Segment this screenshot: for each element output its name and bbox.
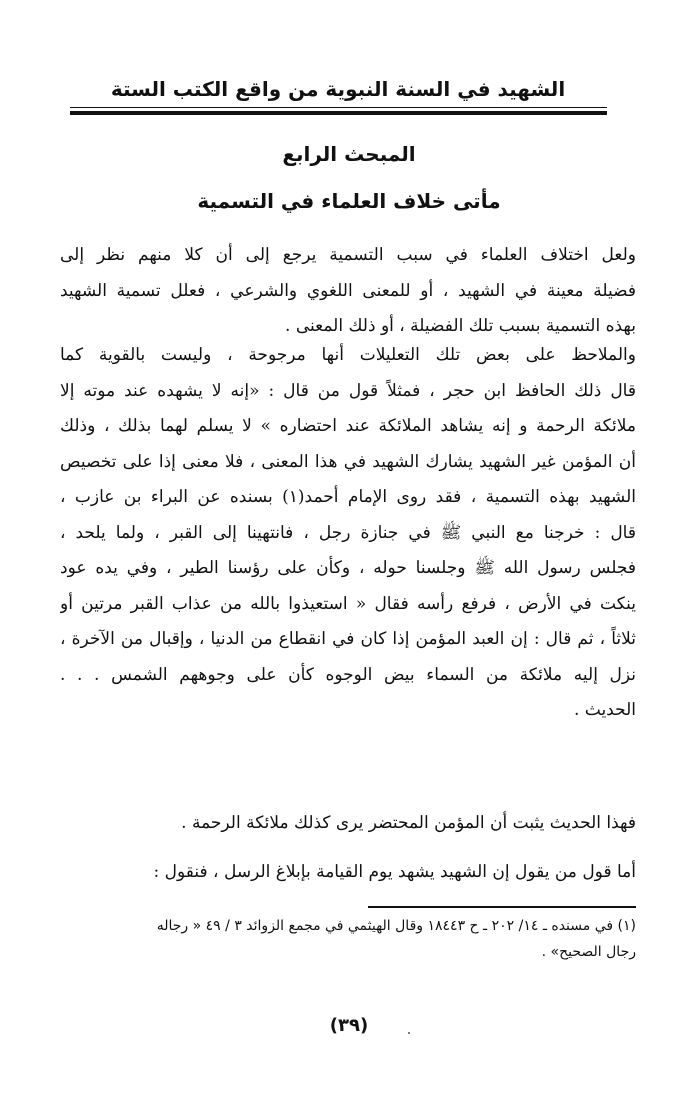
text-line: نزل إليه ملائكة من السماء بيض الوجوه كأن على وجوههم الشمس . . .: [60, 664, 636, 685]
header-rule-thick: [70, 111, 607, 115]
page-number: (٣٩): [329, 1015, 369, 1036]
ink-speck: [408, 1032, 410, 1034]
text-line: فضيلة معينة في الشهيد ، أو للمعنى اللغوي والشرعي ، فعلل تسمية الشهيد: [60, 280, 636, 301]
text-line: فهذا الحديث يثبت أن المؤمن المحتضر يرى كذلك ملائكة الرحمة .: [181, 813, 636, 833]
paragraph-4: [60, 855, 636, 891]
paragraph-1: [60, 238, 636, 345]
section-subtitle: مأتى خلاف العلماء في التسمية: [197, 189, 501, 213]
header-rule-thin: [70, 107, 607, 108]
paragraph-2: [60, 338, 636, 729]
footnote: [60, 913, 636, 965]
footnote-rule: [368, 906, 636, 908]
text-line: أما قول من يقول إن الشهيد يشهد يوم القيامة بإبلاغ الرسل ، فنقول :: [153, 862, 636, 882]
section-title: المبحث الرابع: [282, 142, 416, 166]
paragraph-3: [60, 806, 636, 842]
text-line: فجلس رسول الله ﷺ وجلسنا حوله ، وكأن على رؤسنا الطير ، وفي يده عود: [60, 558, 636, 578]
text-line: قال ذلك الحافظ ابن حجر ، فمثلاً قول من قال : «إنه لا يشهده عند موته إلا: [60, 380, 636, 401]
running-header: الشهيد في السنة النبوية من واقع الكتب الستة: [110, 77, 566, 101]
text-line: ملائكة الرحمة و إنه يشاهد الملائكة عند احتضاره » لا يسلم لهما بذلك ، وذلك: [60, 416, 636, 436]
text-line: الحديث .: [573, 700, 636, 720]
text-line: أن المؤمن غير الشهيد يشارك الشهيد في هذا المعنى ، فلا معنى إذا على تخصيص: [60, 451, 636, 472]
text-line: الشهيد بهذه التسمية ، فقد روى الإمام أحمد(١) بسنده عن البراء بن عازب ،: [60, 487, 636, 507]
text-line: ثلاثاً ، ثم قال : إن العبد المؤمن إذا كان في انقطاع من الدنيا ، وإقبال من الآخرة ،: [60, 629, 636, 649]
text-line: بهذه التسمية بسبب تلك الفضيلة ، أو ذلك المعنى .: [285, 316, 636, 336]
footnote-line: رجال الصحيح» .: [541, 944, 636, 960]
text-line: والملاحظ على بعض تلك التعليلات أنها مرجوحة ، وليست بالقوية كما: [60, 345, 636, 365]
text-line: ولعل اختلاف العلماء في سبب التسمية يرجع إلى أن كلا منهم نظر إلى: [60, 245, 636, 265]
text-line: ينكت في الأرض ، فرفع رأسه فقال « استعيذوا بالله من عذاب القبر مرتين أو: [60, 593, 636, 614]
text-line: قال : خرجنا مع النبي ﷺ في جنازة رجل ، فانتهينا إلى القبر ، ولما يلحد ،: [60, 522, 636, 543]
footnote-line: (١) في مسنده ـ ١٤/ ٢٠٢ ـ ح ١٨٤٤٣ وقال الهيثمي في مجمع الزوائد ٣ / ٤٩ « رجاله: [156, 918, 636, 934]
